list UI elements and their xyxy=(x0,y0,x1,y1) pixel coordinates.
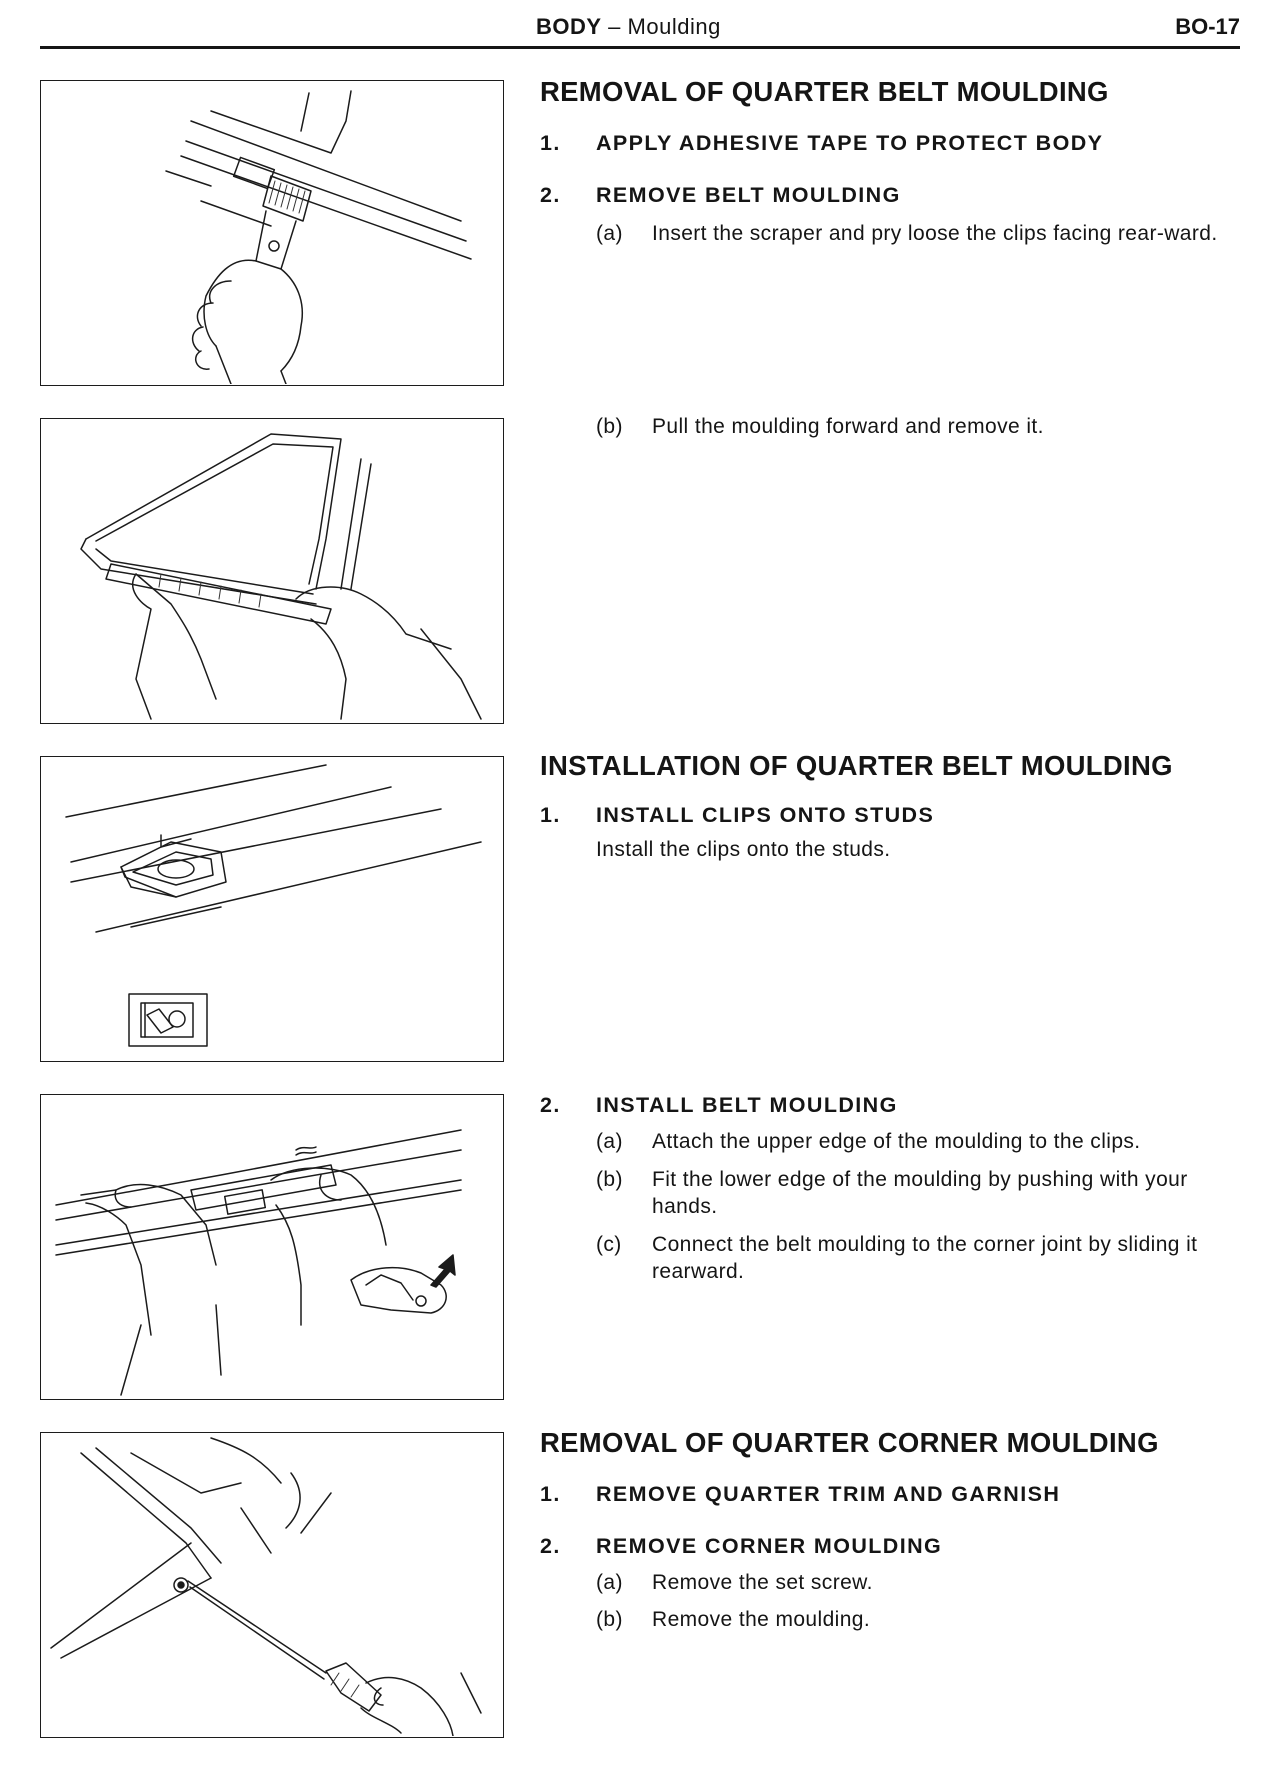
figure-clip-install xyxy=(40,756,504,1062)
illustration-install-moulding xyxy=(41,1095,502,1398)
substep-a-scraper: (a) Insert the scraper and pry loose the clips facing rear-ward. xyxy=(596,222,1218,245)
figure-remove-set-screw xyxy=(40,1432,504,1738)
section-title: BODY – Moulding xyxy=(536,14,721,39)
header-rule xyxy=(40,46,1240,49)
illustration-pull-moulding xyxy=(41,419,502,722)
illustration-scraper xyxy=(41,81,502,384)
install-clips-text: Install the clips onto the studs. xyxy=(596,838,891,861)
substep-a-attach: (a) Attach the upper edge of the moulding to the clips. xyxy=(596,1130,1141,1153)
substep-b-pull: (b) Pull the moulding forward and remove it. xyxy=(596,415,1044,438)
figure-install-belt-moulding xyxy=(40,1094,504,1400)
illustration-set-screw xyxy=(41,1433,502,1736)
heading-removal-belt-moulding: REMOVAL OF QUARTER BELT MOULDING xyxy=(540,76,1109,107)
substep-b-fit: (b) Fit the lower edge of the moulding by pushing with your hands. xyxy=(596,1168,1188,1218)
substep-b-remove-moulding: (b) Remove the moulding. xyxy=(596,1608,871,1631)
figure-pull-moulding xyxy=(40,418,504,724)
figure-scraper-pry-clip xyxy=(40,80,504,386)
substep-a-set-screw: (a) Remove the set screw. xyxy=(596,1571,873,1594)
step-remove-trim: 1. REMOVE QUARTER TRIM AND GARNISH xyxy=(540,1482,1061,1506)
page-header xyxy=(40,12,1240,48)
illustration-clip xyxy=(41,757,502,1060)
step-install-belt-moulding: 2. INSTALL BELT MOULDING xyxy=(540,1093,898,1117)
substep-c-connect: (c) Connect the belt moulding to the corner joint by sliding it rearward. xyxy=(596,1233,1198,1283)
step-apply-tape: 1. APPLY ADHESIVE TAPE TO PROTECT BODY xyxy=(540,131,1104,155)
step-install-clips: 1. INSTALL CLIPS ONTO STUDS xyxy=(540,803,935,827)
step-remove-corner-moulding: 2. REMOVE CORNER MOULDING xyxy=(540,1534,943,1558)
heading-removal-corner-moulding: REMOVAL OF QUARTER CORNER MOULDING xyxy=(540,1427,1159,1458)
page-number: BO-17 xyxy=(1175,14,1240,39)
step-remove-belt-moulding: 2. REMOVE BELT MOULDING xyxy=(540,183,901,207)
heading-installation-belt-moulding: INSTALLATION OF QUARTER BELT MOULDING xyxy=(540,750,1173,781)
